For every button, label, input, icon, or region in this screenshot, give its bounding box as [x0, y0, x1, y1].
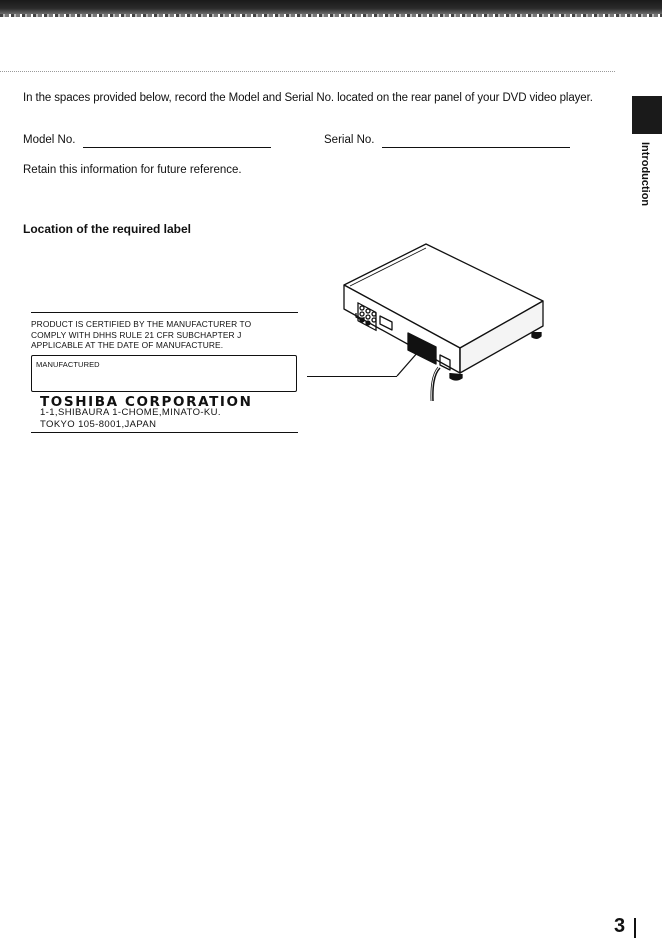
serial-no-label: Serial No.: [324, 134, 375, 146]
location-heading: Location of the required label: [23, 222, 192, 236]
dvd-player-rear-illustration: [300, 236, 550, 406]
retain-note: Retain this information for future reference.: [23, 164, 242, 176]
certification-text: [31, 319, 301, 351]
manufactured-box: [31, 355, 297, 392]
cert-line: PRODUCT IS CERTIFIED BY THE MANUFACTURER TO: [31, 319, 252, 329]
top-scan-band-edge: [0, 14, 662, 17]
page-number-bar: [634, 918, 636, 938]
label-bottom-rule: [31, 432, 298, 433]
page-number: 3: [614, 915, 626, 937]
address-line: TOKYO 105-8001,JAPAN: [40, 419, 157, 430]
cert-line: APPLICABLE AT THE DATE OF MANUFACTURE.: [31, 340, 224, 350]
address-line: 1-1,SHIBAURA 1-CHOME,MINATO-KU.: [40, 407, 221, 418]
header-dotted-rule: [0, 71, 615, 72]
label-top-rule: [31, 312, 298, 313]
section-tab-marker: [632, 96, 662, 134]
top-scan-band: [0, 0, 662, 14]
section-tab-label: Introduction: [639, 142, 651, 207]
model-no-label: Model No.: [23, 134, 76, 146]
model-no-line: [83, 147, 271, 148]
intro-paragraph: In the spaces provided below, record the Model and Serial No. located on the rear panel of your DVD video player.: [23, 92, 593, 104]
cert-line: COMPLY WITH DHHS RULE 21 CFR SUBCHAPTER J: [31, 329, 242, 340]
serial-no-line: [382, 147, 570, 148]
company-name: TOSHIBA CORPORATION: [40, 394, 253, 410]
manufactured-label: MANUFACTURED: [36, 360, 100, 369]
